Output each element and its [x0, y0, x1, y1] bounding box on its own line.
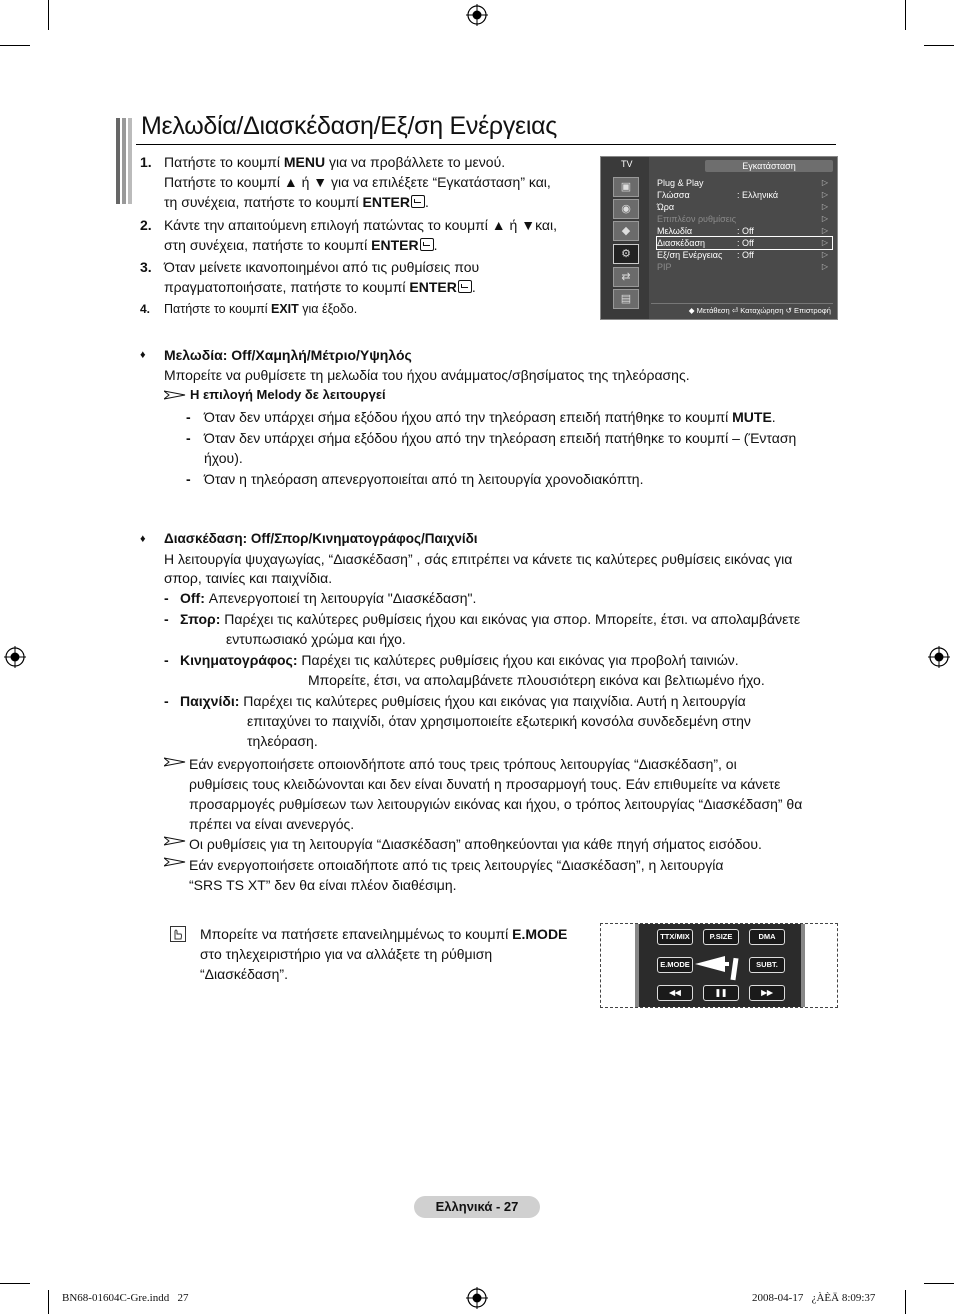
dash: - [164, 590, 169, 606]
page-title: Μελωδία/Διασκέδαση/Εξ/ση Ενέργειας [141, 112, 558, 140]
note-arrow-icon [164, 836, 186, 846]
registration-mark-icon [4, 646, 26, 668]
bullet-icon: ♦ [140, 533, 146, 545]
dash: - [186, 409, 191, 425]
arrow-right-icon: ▷ [821, 226, 828, 235]
tv-menu-row: Μελωδία : Off ▷ [657, 226, 828, 236]
melody-item: Όταν δεν υπάρχει σήμα εξόδου ήχου από την τηλεόραση επειδή πατήθηκε το κουμπί – (Ένταση ήχου). [204, 430, 797, 466]
psize-button: P.SIZE [703, 929, 739, 945]
ttx-mix-button: TTX/MIX [657, 929, 693, 945]
input-icon: ⇄ [613, 267, 639, 287]
tv-source-label: TV [621, 159, 633, 169]
mode-game-cont: τηλεόραση. [247, 733, 318, 749]
crop-mark [924, 1283, 954, 1284]
step-number: 2. [140, 217, 152, 233]
pointer-arrow-icon [695, 954, 745, 984]
hand-note-icon [170, 926, 186, 942]
subt-button: SUBT. [749, 957, 785, 973]
footer-timestamp: 2008-04-17 ¿ÀÈÄ 8:09:37 [752, 1292, 876, 1304]
footer-file-info: BN68-01604C-Gre.indd 27 [62, 1292, 189, 1304]
tv-menu-row: Plug & Play ▷ [657, 178, 828, 188]
dash: - [164, 611, 169, 627]
arrow-right-icon: ▷ [821, 178, 828, 187]
title-decor-bar [116, 118, 132, 204]
melody-note-heading: Η επιλογή Melody δε λειτουργεί [190, 387, 386, 402]
dash: - [164, 693, 169, 709]
tv-menu-row: Γλώσσα : Ελληνικά ▷ [657, 190, 828, 200]
updown-icon: ◆ [688, 306, 695, 315]
setup-gear-icon: ⚙ [613, 244, 639, 264]
title-rule [136, 144, 836, 145]
crop-mark [0, 45, 30, 46]
mode-off: Off: Απενεργοποιεί τη λειτουργία "Διασκέδαση". [180, 590, 477, 606]
dma-button: DMA [749, 929, 785, 945]
enter-icon [420, 238, 434, 251]
step-number: 1. [140, 154, 152, 170]
mode-cinema: Κινηματογράφος: Παρέχει τις καλύτερες ρυθμίσεις ήχου και εικόνας για προβολή ταινιών. [180, 652, 739, 668]
page-number-label: Ελληνικά - 27 [414, 1196, 540, 1218]
application-icon: ▤ [613, 289, 639, 309]
melody-description: Μπορείτε να ρυθμίσετε τη μελωδία του ήχου ανάμματος/σβησίματος της τηλεόρασης. [164, 367, 690, 383]
arrow-right-icon: ▷ [821, 262, 828, 271]
enter-icon: ⏎ [731, 306, 739, 315]
step-1: Πατήστε το κουμπί MENU για να προβάλλετε το μενού. Πατήστε το κουμπί ▲ ή ▼ για να επιλέξετε “Εγκατάσταση” και, τη συνέχεια, πατήστε το κουμπί ENTER . [164, 154, 551, 210]
melody-item: Όταν δεν υπάρχει σήμα εξόδου ήχου από την τηλεόραση επειδή πατήθηκε το κουμπί MUTE. [204, 409, 776, 425]
step-3: Όταν μείνετε ικανοποιημένοι από τις ρυθμίσεις που πραγματοποιήσατε, πατήστε το κουμπί ENTER . [164, 259, 480, 295]
dash: - [186, 430, 191, 446]
melody-item: Όταν η τηλεόραση απενεργοποιείται από τη λειτουργία χρονοδιακόπτη. [204, 471, 644, 487]
entertainment-note-1: Εάν ενεργοποιήσετε οποιονδήποτε από τους τρεις τρόπους λειτουργίας “Διασκέδαση”, οι ρυθμίσεις τους κλειδώνονται και δεν είναι δυνατή η προσαρμογή τους. Εάν επιθυμείτε να κάνετε προσαρμογές ρυθμίσεων των λειτουργιών εικόνας και ήχου, ο τρόπος λειτουργίας “Διασκέδαση” θα πρέπει να είναι ανενεργός. [189, 756, 803, 832]
mode-game: Παιχνίδι: Παρέχει τις καλύτερες ρυθμίσεις ήχου και εικόνας για παιχνίδια. Αυτή η λειτουργία [180, 693, 746, 709]
crop-mark [924, 45, 954, 46]
entertainment-note-2: Οι ρυθμίσεις για τη λειτουργία “Διασκέδαση” αποθηκεύονται για κάθε πηγή σήματος εισόδου. [189, 836, 762, 852]
crop-mark [905, 0, 906, 30]
dash: - [186, 471, 191, 487]
arrow-right-icon: ▷ [821, 250, 828, 259]
tv-menu-title: Εγκατάσταση [705, 160, 833, 172]
note-arrow-icon [164, 857, 186, 867]
crop-mark [48, 0, 49, 30]
return-icon: ↺ [785, 306, 792, 315]
bullet-icon: ♦ [140, 349, 146, 361]
note-arrow-icon [164, 757, 186, 767]
tv-setup-menu [600, 156, 838, 320]
note-arrow-icon [164, 390, 186, 400]
pause-button: ❚❚ [703, 985, 739, 1001]
crop-mark [0, 1283, 30, 1284]
mode-sport: Σπορ: Παρέχει τις καλύτερες ρυθμίσεις ήχου και εικόνας για σπορ. Μπορείτε, έτσι. να απολαμβάνετε [180, 611, 801, 627]
enter-icon [458, 280, 472, 293]
crop-mark [905, 1290, 906, 1314]
registration-mark-icon [466, 4, 488, 26]
tv-menu-row: PIP ▷ [657, 262, 828, 272]
entertainment-description: σπορ, ταινίες και παιχνίδια. [164, 570, 333, 586]
tv-menu-row-selected: Διασκέδαση : Off ▷ [657, 237, 832, 249]
crop-mark [48, 1290, 49, 1314]
dash: - [164, 652, 169, 668]
tv-menu-row: Ώρα ▷ [657, 202, 828, 212]
mode-sport-cont: εντυπωσιακό χρώμα και ήχο. [226, 631, 406, 647]
tv-menu-footer: ◆ Μετάθεση ⏎ Καταχώρηση ↺ Επιστροφή [651, 303, 833, 317]
arrow-right-icon: ▷ [821, 238, 828, 247]
emode-tip: Μπορείτε να πατήσετε επανειλημμένως το κουμπί E.MODE στο τηλεχειριστήριο για να αλλάξετε τη ρύθμιση “Διασκέδαση”. [200, 926, 568, 982]
entertainment-description: Η λειτουργία ψυχαγωγίας, “Διασκέδαση” , σάς επιτρέπει να κάνετε τις καλύτερες ρυθμίσεις εικόνας για [164, 551, 793, 567]
melody-heading: Μελωδία: Off/Χαμηλή/Μέτριο/Υψηλός [164, 347, 412, 363]
remote-control-illustration [600, 923, 838, 1008]
step-2: Κάντε την απαιτούμενη επιλογή πατώντας το κουμπί ▲ ή ▼και, στη συνέχεια, πατήστε το κουμπί ENTER . [164, 217, 557, 253]
picture-icon: ▣ [613, 177, 639, 197]
sound-icon: ◉ [613, 199, 639, 219]
remote-body [635, 924, 805, 1007]
registration-mark-icon [928, 646, 950, 668]
mode-cinema-cont: Μπορείτε, έτσι, να απολαμβάνετε πλουσιότερη εικόνα και βελτιωμένο ήχο. [308, 672, 765, 688]
channel-icon: ◆ [613, 221, 639, 241]
entertainment-heading: Διασκέδαση: Off/Σπορ/Κινηματογράφος/Παιχνίδι [164, 531, 478, 546]
entertainment-note-3: Εάν ενεργοποιήσετε οποιαδήποτε από τις τρεις λειτουργίες “Διασκέδαση”, η λειτουργία “SRS TS XT” δεν θα είναι πλέον διαθέσιμη. [189, 857, 724, 893]
step-4: Πατήστε το κουμπί EXIT για έξοδο. [164, 302, 358, 316]
arrow-right-icon: ▷ [821, 190, 828, 199]
rewind-button: ◀◀ [657, 985, 693, 1001]
emode-button: E.MODE [657, 957, 693, 973]
arrow-right-icon: ▷ [821, 202, 828, 211]
arrow-right-icon: ▷ [821, 214, 828, 223]
tv-menu-row: Επιπλέον ρυθμίσεις ▷ [657, 214, 828, 224]
mode-game-cont: επιταχύνει το παιχνίδι, όταν χρησιμοποιείτε εξωτερική κονσόλα συνδεδεμένη στην [247, 713, 751, 729]
enter-icon [411, 195, 425, 208]
step-number: 4. [140, 302, 151, 316]
registration-mark-icon [466, 1287, 488, 1309]
tv-menu-row: Εξ/ση Ενέργειας : Off ▷ [657, 250, 828, 260]
fast-forward-button: ▶▶ [749, 985, 785, 1001]
step-number: 3. [140, 259, 152, 275]
